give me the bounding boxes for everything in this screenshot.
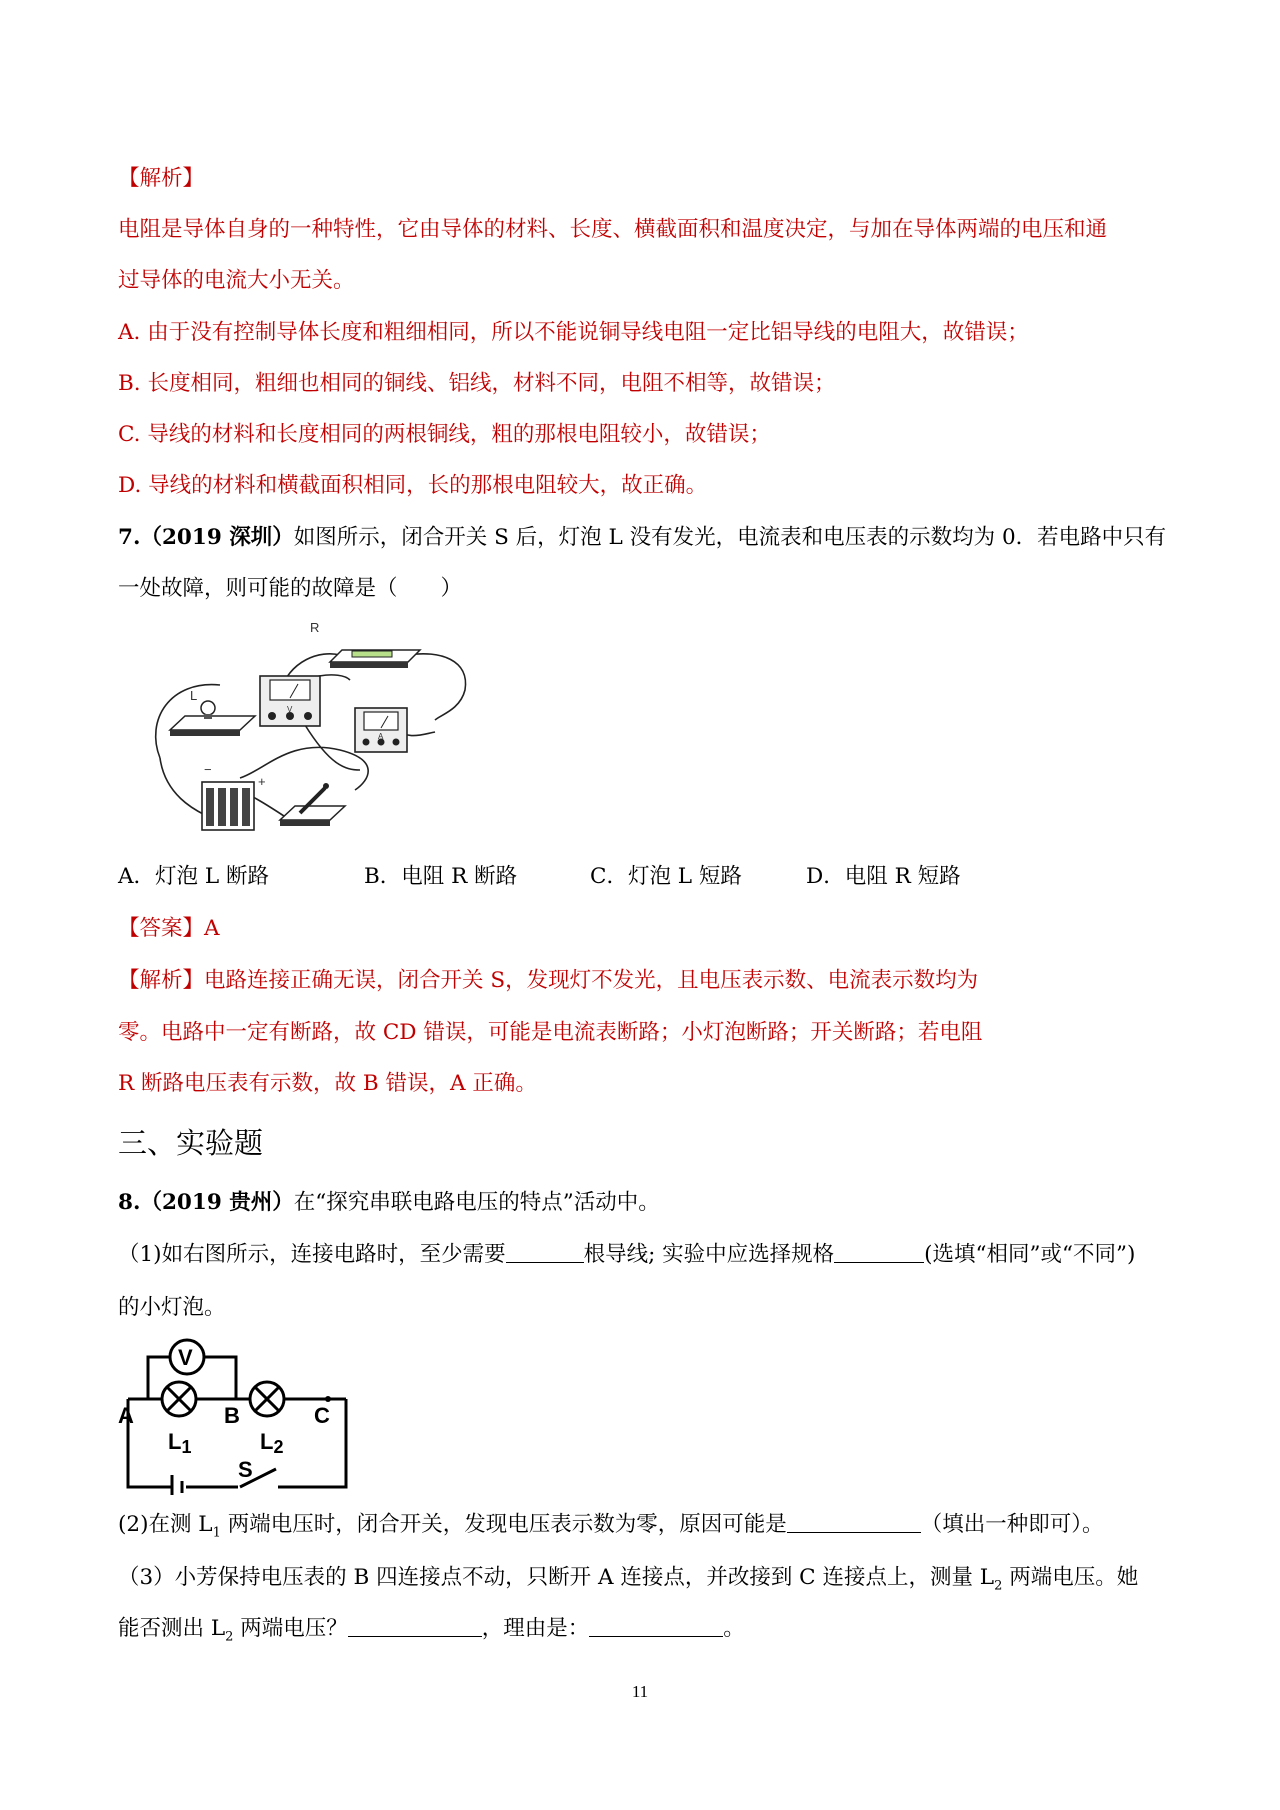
analysis-option-c: C. 导线的材料和长度相同的两根铜线，粗的那根电阻较小，故错误； bbox=[118, 422, 771, 447]
battery-plus-label: + bbox=[258, 774, 266, 789]
q7-circuit-figure bbox=[140, 620, 480, 840]
q8-part1-text-c: (选填“相同”或“不同”) bbox=[924, 1242, 1136, 1267]
battery-minus-label: − bbox=[204, 762, 212, 777]
resistor-board bbox=[310, 620, 420, 668]
q7-stem-line-2: 一处故障，则可能的故障是（ ） bbox=[118, 576, 463, 601]
l2-label: L2 bbox=[260, 1429, 284, 1457]
q7-number: 7. bbox=[118, 525, 141, 550]
q7-option-c: C．灯泡 L 短路 bbox=[590, 864, 742, 889]
resistor-label: R bbox=[310, 620, 320, 635]
point-a-label: A bbox=[118, 1403, 134, 1428]
q7-answer-value: A bbox=[204, 916, 220, 941]
battery bbox=[202, 762, 266, 830]
q7-analysis-line-3: R 断路电压表有示数，故 B 错误，A 正确。 bbox=[118, 1071, 537, 1096]
analysis-intro-line-1: 电阻是导体自身的一种特性，它由导体的材料、长度、横截面积和温度决定，与加在导体两端的电压和通 bbox=[118, 217, 1108, 242]
bulb-spec-blank[interactable] bbox=[834, 1240, 924, 1263]
q8-part3-text-c: 能否测出 L bbox=[118, 1616, 226, 1641]
q8-part3-text-e: ，理由是： bbox=[481, 1616, 590, 1641]
q8-part3-line-1 bbox=[118, 1563, 1138, 1601]
can-measure-blank[interactable] bbox=[348, 1614, 482, 1637]
q7-option-b: B．电阻 R 断路 bbox=[364, 864, 518, 889]
q8-stem-text: 在“探究串联电路电压的特点”活动中。 bbox=[293, 1190, 660, 1215]
q7-analysis-text: 电路连接正确无误，闭合开关 S，发现灯不发光，且电压表示数、电流表示数均为 bbox=[204, 968, 979, 993]
q8-part3-sub-2: 2 bbox=[225, 1629, 234, 1645]
q8-part3-line-2 bbox=[118, 1614, 745, 1652]
q8-source: （2019 贵州） bbox=[140, 1190, 294, 1215]
reason-blank[interactable] bbox=[589, 1614, 723, 1637]
q7-stem-text: 如图所示，闭合开关 S 后，灯泡 L 没有发光，电流表和电压表的示数均为 0．若电路中只有 bbox=[293, 525, 1167, 550]
point-b-label: B bbox=[224, 1403, 240, 1428]
q8-stem bbox=[118, 1188, 660, 1218]
l1-label: L1 bbox=[168, 1429, 192, 1457]
voltmeter-label: V bbox=[287, 705, 293, 714]
q8-part2-line bbox=[118, 1510, 1103, 1548]
lamp-label: L bbox=[190, 688, 198, 703]
q7-source: （2019 深圳） bbox=[140, 525, 294, 550]
wire-count-blank[interactable] bbox=[506, 1240, 584, 1263]
q8-part2-sub: 1 bbox=[212, 1525, 221, 1541]
q8-part3-text-a: （3）小芳保持电压表的 B 四连接点不动，只断开 A 连接点，并改接到 C 连接点上，测量 L bbox=[118, 1565, 995, 1590]
q7-option-d: D．电阻 R 短路 bbox=[806, 864, 961, 889]
voltmeter-symbol-label: V bbox=[178, 1345, 193, 1370]
section-title: 三、实验题 bbox=[118, 1126, 264, 1160]
q7-analysis-label: 【解析】 bbox=[118, 968, 205, 993]
q8-part1-line-2: 的小灯泡。 bbox=[118, 1295, 226, 1320]
q7-option-a: A．灯泡 L 断路 bbox=[118, 864, 269, 889]
cause-blank[interactable] bbox=[787, 1510, 921, 1533]
q8-part3-text-b: 两端电压。她 bbox=[1002, 1565, 1139, 1590]
point-c-label: C bbox=[314, 1403, 330, 1428]
q8-part2-text-a: (2)在测 L bbox=[118, 1512, 213, 1537]
lamp-board bbox=[170, 688, 255, 736]
q8-part1-text-b: 根导线; 实验中应选择规格 bbox=[583, 1242, 835, 1267]
q8-part1-line-1 bbox=[118, 1240, 1135, 1270]
lamp-l1-symbol bbox=[162, 1382, 196, 1416]
page-number: 11 bbox=[631, 1682, 649, 1701]
ammeter-label: A bbox=[378, 732, 384, 741]
analysis-option-b: B. 长度相同，粗细也相同的铜线、铝线，材料不同，电阻不相等，故错误； bbox=[118, 371, 836, 396]
q8-part1-text-a: （1)如右图所示，连接电路时，至少需要 bbox=[118, 1242, 506, 1267]
analysis-option-d: D. 导线的材料和横截面积相同，长的那根电阻较大，故正确。 bbox=[118, 473, 708, 498]
analysis-heading: 【解析】 bbox=[118, 166, 205, 191]
q7-answer bbox=[118, 914, 220, 944]
voltmeter bbox=[260, 676, 320, 726]
q7-answer-label: 【答案】 bbox=[118, 916, 205, 941]
analysis-intro-line-2: 过导体的电流大小无关。 bbox=[118, 268, 355, 293]
q8-part3-text-f: 。 bbox=[723, 1616, 745, 1641]
ammeter bbox=[355, 708, 407, 752]
q8-number: 8. bbox=[118, 1190, 141, 1215]
q8-part3-text-d: 两端电压？ bbox=[233, 1616, 348, 1641]
q7-analysis-line-2: 零。电路中一定有断路，故 CD 错误，可能是电流表断路；小灯泡断路；开关断路；若电阻 bbox=[118, 1020, 983, 1045]
q8-part2-text-b: 两端电压时，闭合开关，发现电压表示数为零，原因可能是 bbox=[220, 1512, 787, 1537]
knife-switch bbox=[280, 783, 345, 826]
switch-s-label: S bbox=[238, 1457, 253, 1482]
q8-circuit-diagram bbox=[118, 1335, 358, 1495]
lamp-l2-symbol bbox=[250, 1382, 284, 1416]
q7-analysis-line-1 bbox=[118, 966, 978, 996]
q7-stem-line-1 bbox=[118, 523, 1166, 553]
analysis-option-a: A. 由于没有控制导体长度和粗细相同，所以不能说铜导线电阻一定比铝导线的电阻大，故错误； bbox=[118, 320, 1029, 345]
q8-part3-sub: 2 bbox=[994, 1578, 1003, 1594]
q8-part2-text-c: （填出一种即可）。 bbox=[920, 1512, 1104, 1537]
